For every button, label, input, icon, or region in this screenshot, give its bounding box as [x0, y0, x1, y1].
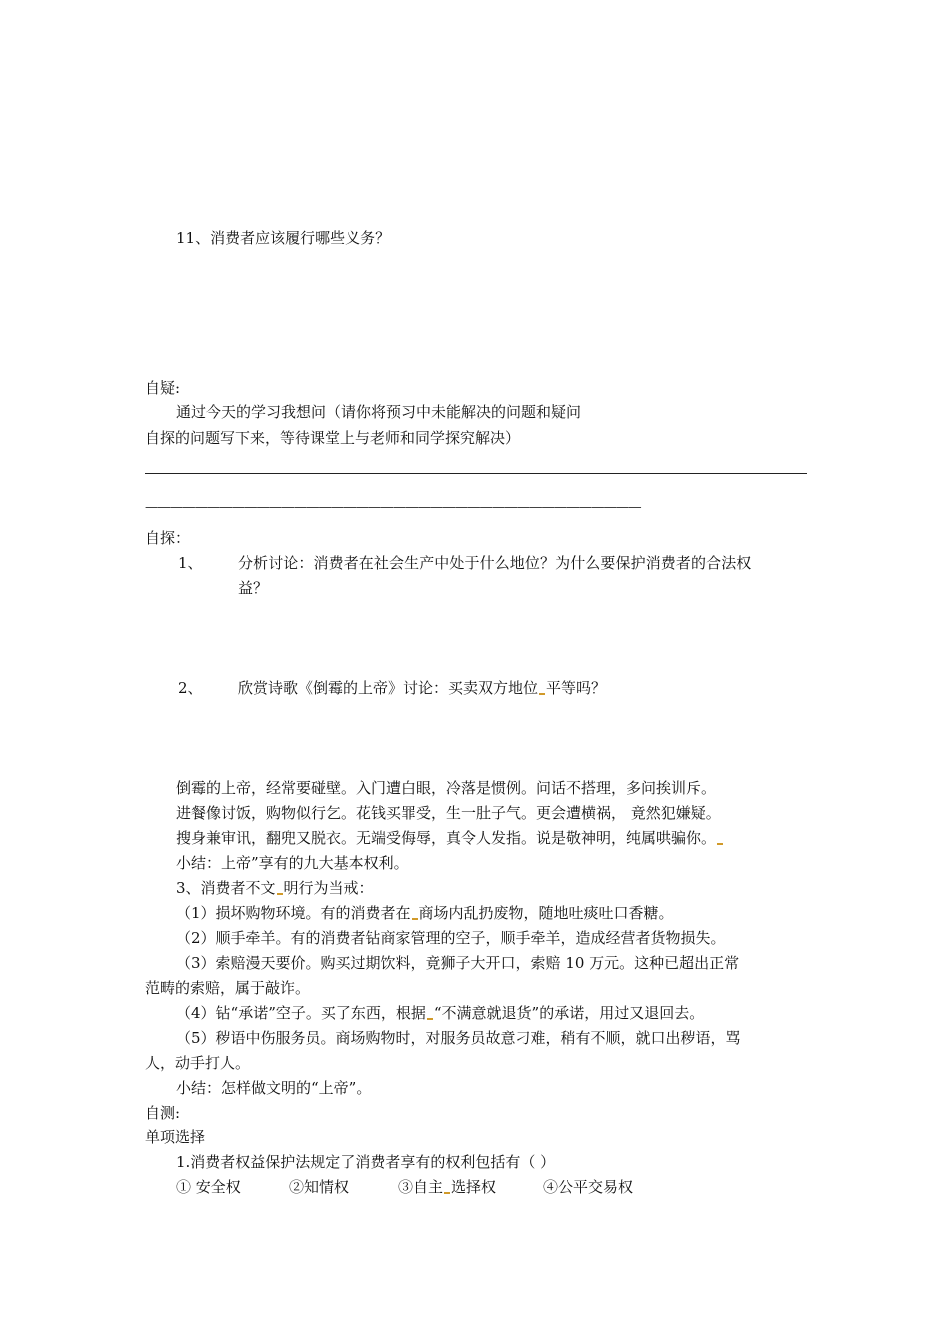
edit-mark-icon: [444, 1189, 450, 1194]
poem-line-3: 搜身兼审讯，翻兜又脱衣。无端受侮辱，真令人发指。说是敬神明，纯属哄骗你。: [176, 827, 724, 849]
option-4: ④公平交易权: [543, 1178, 634, 1196]
option-2: ②知情权: [289, 1178, 350, 1196]
uncivil-item-2: （2）顺手牵羊。有的消费者钻商家管理的空子，顺手牵羊，造成经营者货物损失。: [176, 929, 726, 947]
zice-heading: 自测:: [145, 1104, 181, 1122]
edit-mark-icon: [412, 915, 418, 920]
edit-mark-icon: [717, 840, 723, 845]
edit-mark-icon: [539, 690, 545, 695]
answer-rule: [145, 473, 807, 474]
question-11: 11、消费者应该履行哪些义务？: [176, 229, 391, 247]
uncivil-item-3-line-1: （3）索赔漫天要价。购买过期饮料，竟狮子大开口，索赔 10 万元。这种已超出正常: [176, 954, 740, 972]
option-3: ③自主 选择权: [398, 1178, 497, 1196]
ziyi-heading: 自疑:: [145, 379, 181, 397]
zitan-item-2-number: 2、: [178, 679, 203, 697]
ziyi-line-2: 自探的问题写下来，等待课堂上与老师和同学探究解决）: [145, 429, 521, 447]
ziyi-line-1: 通过今天的学习我想问（请你将预习中未能解决的问题和疑问: [176, 403, 582, 421]
zitan-item-1-number: 1、: [178, 554, 203, 572]
zice-question-1: 1.消费者权益保护法规定了消费者享有的权利包括有（ ）: [176, 1153, 556, 1171]
uncivil-item-3-line-2: 范畴的索赔，属于敲诈。: [145, 979, 311, 997]
answer-dash-line: ————————————————————————————————————————: [145, 500, 641, 515]
poem-line-1: 倒霉的上帝，经常要碰壁。入门遭白眼，冷落是惯例。问话不搭理，多问挨训斥。: [176, 779, 717, 797]
option-1: ① 安全权: [176, 1178, 241, 1196]
poem-summary: 小结：上帝”享有的九大基本权利。: [176, 854, 409, 872]
uncivil-title: 3、消费者不文 明行为当戒：: [176, 879, 374, 897]
poem-line-2: 进餐像讨饭，购物似行乞。花钱买罪受，生一肚子气。更会遭横祸， 竟然犯嫌疑。: [176, 804, 721, 822]
zitan-heading: 自探：: [145, 529, 191, 547]
uncivil-item-4: （4）钻“承诺”空子。买了东西，根据 “不满意就退货”的承诺，用过又退回去。: [176, 1004, 705, 1022]
zitan-item-1-line-2: 益？: [238, 579, 269, 597]
edit-mark-icon: [277, 890, 283, 895]
edit-mark-icon: [427, 1015, 433, 1020]
zitan-item-1-line-1: 分析讨论：消费者在社会生产中处于什么地位？为什么要保护消费者的合法权: [238, 554, 752, 572]
uncivil-item-5-line-1: （5）秽语中伤服务员。商场购物时，对服务员故意刁难，稍有不顺，就口出秽语，骂: [176, 1029, 741, 1047]
uncivil-item-5-line-2: 人，动手打人。: [145, 1054, 251, 1072]
zice-subheading: 单项选择: [145, 1128, 206, 1146]
uncivil-summary: 小结：怎样做文明的“上帝”。: [176, 1079, 372, 1097]
uncivil-item-1: （1）损坏购物环境。有的消费者在 商场内乱扔废物，随地吐痰吐口香糖。: [176, 904, 674, 922]
zitan-item-2-text: 欣赏诗歌《倒霉的上帝》讨论：买卖双方地位 平等吗？: [238, 679, 607, 697]
